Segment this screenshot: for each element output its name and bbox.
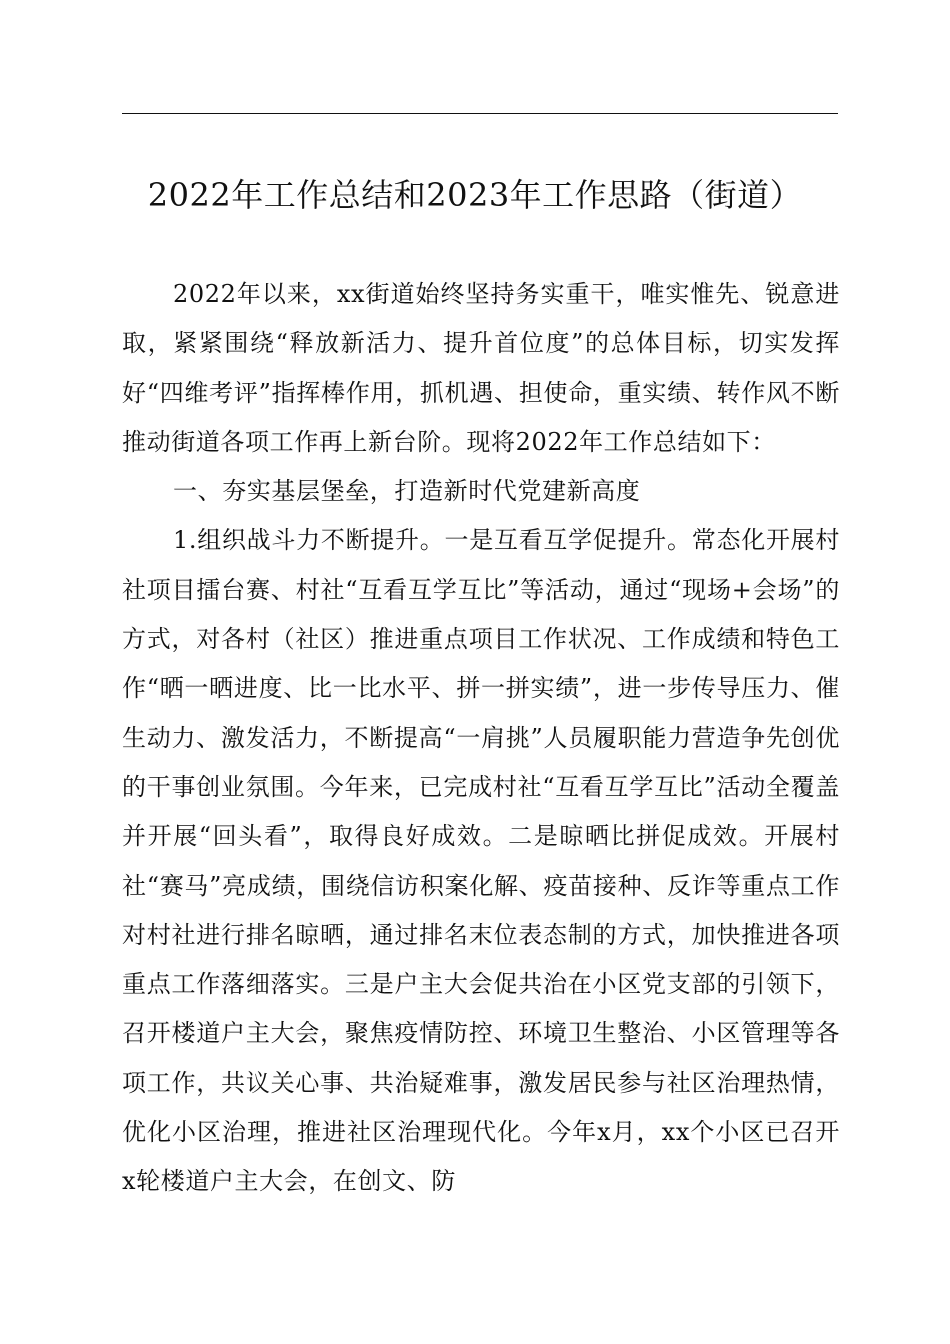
document-title: 2022年工作总结和2023年工作思路（街道）	[147, 176, 803, 214]
document-body	[122, 270, 840, 1207]
intro-paragraph: 2022年以来，xx街道始终坚持务实重干，唯实惟先、锐意进取，紧紧围绕“释放新活力、提升首位度”的总体目标，切实发挥好“四维考评”指挥棒作用，抓机遇、担使命，重实绩、转作风不断推动街道各项工作再上新台阶。现将2022年工作总结如下：	[122, 280, 840, 456]
section-heading: 一、夯实基层堡垒，打造新时代党建新高度	[173, 477, 641, 506]
header-rule	[122, 113, 838, 114]
body-paragraph: 1.组织战斗力不断提升。一是互看互学促提升。常态化开展村社项目擂台赛、村社“互看互学互比”等活动，通过“现场+会场”的方式，对各村（社区）推进重点项目工作状况、工作成绩和特色工作“晒一晒进度、比一比水平、拼一拼实绩”，进一步传导压力、催生动力、激发活力，不断提高“一肩挑”人员履职能力营造争先创优的干事创业氛围。今年来，已完成村社“互看互学互比”活动全覆盖并开展“回头看”，取得良好成效。二是晾晒比拼促成效。开展村社“赛马”亮成绩，围绕信访积案化解、疫苗接种、反诈等重点工作对村社进行排名晾晒，通过排名末位表态制的方式，加快推进各项重点工作落细落实。三是户主大会促共治在小区党支部的引领下，召开楼道户主大会，聚焦疫情防控、环境卫生整治、小区管理等各项工作，共议关心事、共治疑难事，激发居民参与社区治理热情，优化小区治理，推进社区治理现代化。今年x月，xx个小区已召开x轮楼道户主大会，在创文、防	[122, 526, 840, 1196]
